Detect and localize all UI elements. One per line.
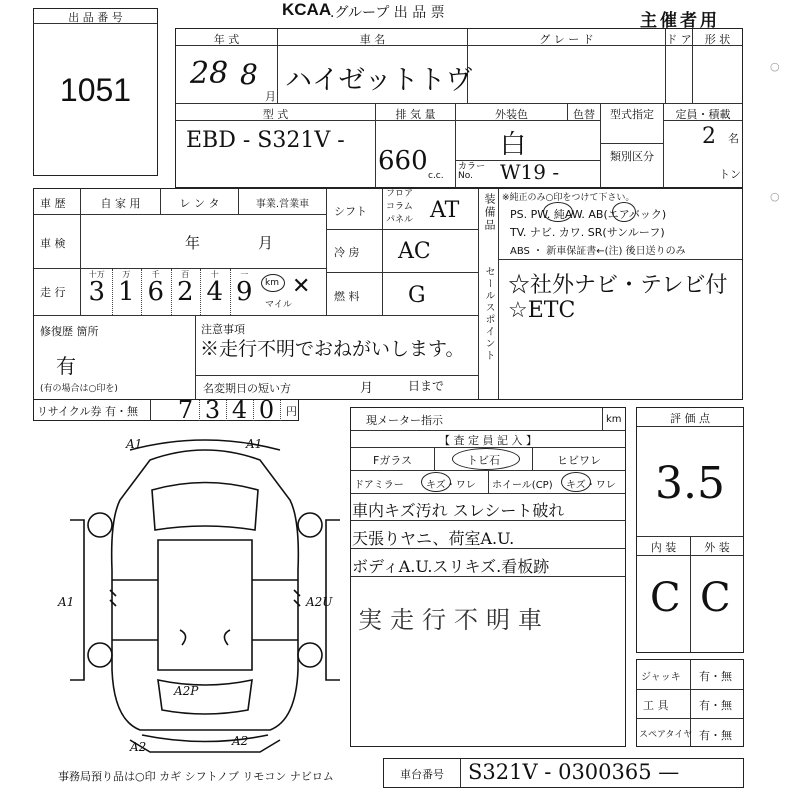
sales-points-line-2: ☆ETC bbox=[508, 298, 576, 323]
mirror-label: ドアミラー bbox=[354, 480, 404, 491]
glass-front: Fガラス bbox=[373, 454, 412, 467]
color-change-label: 色替 bbox=[573, 108, 595, 121]
organizer-label: 主催者用 bbox=[640, 11, 720, 31]
equipment-row-2: TV. ナビ. カワ. SR(サンルーフ) bbox=[510, 226, 665, 239]
equipment-label: 装備品 bbox=[483, 193, 496, 232]
displacement-value: 660 bbox=[378, 146, 428, 176]
year-value: 28 bbox=[190, 56, 229, 91]
notice-label: 注意事項 bbox=[201, 323, 245, 336]
recycle-digit: 7 bbox=[177, 396, 194, 424]
mileage-mile-label: マイル bbox=[265, 300, 292, 310]
inspection-stamp: 実走行不明車 bbox=[358, 606, 550, 634]
shift-option-column[interactable]: コラム bbox=[386, 202, 413, 212]
spare-label: スペアタイヤ bbox=[639, 730, 693, 740]
vehicle-name-value: ハイゼットトヴ bbox=[285, 65, 473, 96]
km-circle bbox=[261, 274, 285, 292]
type-designation-label: 型式指定 bbox=[610, 108, 654, 121]
shift-option-floor[interactable]: フロア bbox=[386, 189, 414, 199]
sales-points-line-1: ☆社外ナビ・テレビ付 bbox=[508, 273, 728, 298]
mirror-value: キズ・ワレ bbox=[426, 480, 476, 491]
damage-mark-a1-left: A1 bbox=[58, 595, 75, 609]
mileage-digit: 9 bbox=[235, 277, 253, 307]
wheel-value: キズ・ワレ bbox=[566, 480, 616, 491]
year-label: 年 式 bbox=[213, 33, 240, 46]
repair-label: 修復歴 箇所 bbox=[40, 325, 99, 338]
shift-option-panel[interactable]: パネル bbox=[386, 215, 414, 225]
history-option-business[interactable]: 事業.営業車 bbox=[255, 199, 310, 210]
exterior-grade: C bbox=[700, 575, 731, 621]
expiry-day: 日まで bbox=[408, 379, 445, 393]
chip-circle bbox=[452, 448, 520, 470]
load-unit: トン bbox=[719, 168, 741, 181]
document-title: .グループ 出 品 票 bbox=[330, 5, 445, 21]
interior-label: 内 装 bbox=[650, 541, 677, 554]
ac-value: AC bbox=[398, 239, 431, 264]
capacity-unit: 名 bbox=[728, 132, 739, 145]
inspection-note-3: ボディA.U.スリキズ.看板跡 bbox=[352, 557, 550, 576]
recycle-label: リサイクル券 有・無 bbox=[37, 405, 138, 418]
score-value: 3.5 bbox=[655, 458, 725, 509]
notice-value: ※走行不明でおねがいします。 bbox=[200, 338, 465, 360]
expiry-label: 名変期日の短い方 bbox=[203, 382, 291, 395]
mileage-unit-label: 一 bbox=[240, 270, 249, 279]
sales-points-label: セールスポイント bbox=[483, 266, 494, 362]
mileage-unit-label: 万 bbox=[122, 270, 131, 279]
mileage-unit-label: 十万 bbox=[88, 270, 105, 279]
mileage-digit: 4 bbox=[206, 277, 224, 307]
exterior-color-label: 外装色 bbox=[495, 108, 528, 121]
lot-number: 1051 bbox=[59, 72, 132, 108]
chassis-label: 車台番号 bbox=[400, 768, 444, 781]
margin-mark-1: ○ bbox=[770, 60, 780, 73]
damage-mark-a1-top-left: A1 bbox=[126, 437, 143, 451]
mileage-unit-label: 千 bbox=[151, 270, 160, 279]
mileage-digit: 2 bbox=[176, 277, 194, 307]
capacity-label: 定員・積載 bbox=[675, 108, 731, 121]
brand-logo: KCAA bbox=[282, 0, 332, 19]
damage-mark-a2-rear-right: A2 bbox=[232, 734, 249, 748]
inspection-month-unit: 月 bbox=[258, 234, 274, 252]
equipment-row-3: ABS ・ 新車保証書←(注) 後日送りのみ bbox=[510, 246, 686, 257]
interior-grade: C bbox=[650, 575, 681, 621]
exterior-color-value: 白 bbox=[500, 130, 527, 160]
ac-label: 冷 房 bbox=[334, 246, 360, 259]
color-no-value: W19 - bbox=[500, 160, 560, 184]
equipment-row-1: PS. PW. 純AW. AB(エアバック) bbox=[510, 208, 667, 221]
damage-mark-a1-top-right: A1 bbox=[246, 437, 263, 451]
inspection-note-1: 車内キズ汚れ スレシート破れ bbox=[352, 501, 565, 520]
wheel-circle bbox=[561, 472, 591, 492]
jack-label: ジャッキ bbox=[641, 672, 681, 683]
score-label: 評 価 点 bbox=[670, 412, 710, 425]
spare-value: 有・無 bbox=[699, 729, 732, 742]
damage-mark-a2-rear-left: A2 bbox=[130, 740, 147, 754]
shift-value: AT bbox=[430, 198, 460, 223]
mileage-mark: ✕ bbox=[292, 274, 311, 299]
repair-note: (有の場合は○印を) bbox=[40, 384, 118, 394]
name-label: 車 名 bbox=[359, 33, 386, 46]
displacement-unit: c.c. bbox=[428, 171, 444, 181]
mileage-digit: 1 bbox=[117, 277, 135, 307]
meter-label: 現メーター指示 bbox=[366, 414, 443, 427]
fuel-value: G bbox=[408, 283, 426, 308]
inspector-label: 【 査 定 員 記 入 】 bbox=[439, 434, 537, 447]
jack-value: 有・無 bbox=[699, 670, 732, 683]
inspection-label: 車 検 bbox=[40, 237, 66, 250]
lot-number-label: 出 品 番 号 bbox=[68, 11, 123, 24]
expiry-month: 月 bbox=[360, 381, 374, 396]
mileage-digit: 3 bbox=[88, 277, 106, 307]
model-label: 型 式 bbox=[262, 108, 289, 121]
damage-mark-a2p-rear: A2P bbox=[174, 684, 199, 698]
history-label: 車 歴 bbox=[40, 197, 66, 210]
inspection-year-unit: 年 bbox=[185, 234, 201, 252]
mileage-km-label: km bbox=[265, 278, 279, 288]
category-label: 類別区分 bbox=[610, 150, 654, 163]
tool-label: 工 具 bbox=[643, 699, 669, 712]
margin-mark-2: ○ bbox=[770, 190, 780, 203]
capacity-value: 2 bbox=[702, 124, 716, 149]
office-note: 事務局預り品は○印 カギ シフトノブ リモコン ナビロム bbox=[58, 770, 334, 783]
month-unit: 月 bbox=[265, 90, 276, 103]
recycle-unit: 円 bbox=[286, 405, 297, 418]
ab-circle bbox=[612, 202, 636, 222]
wheel-label: ホイール(CP) bbox=[492, 480, 553, 491]
exterior-label: 外 装 bbox=[704, 541, 730, 554]
shape-label: 形 状 bbox=[704, 33, 731, 46]
recycle-digit: 3 bbox=[204, 396, 221, 424]
recycle-digit: 4 bbox=[231, 396, 248, 424]
fuel-label: 燃 料 bbox=[334, 290, 360, 303]
mileage-label: 走 行 bbox=[40, 286, 66, 299]
chassis-value: S321V - 0300365 — bbox=[468, 760, 680, 784]
color-no-label: カラー No. bbox=[458, 162, 486, 181]
mileage-digit: 6 bbox=[147, 277, 165, 307]
mileage-unit-label: 十 bbox=[210, 270, 219, 279]
mileage-unit-label: 百 bbox=[181, 270, 190, 279]
history-option-private[interactable]: 自 家 用 bbox=[100, 197, 141, 210]
shift-label: シフト bbox=[334, 205, 367, 218]
model-value: EBD - S321V - bbox=[186, 128, 345, 153]
shift-options bbox=[386, 188, 413, 227]
grade-label: グ レ ー ド bbox=[539, 33, 594, 46]
damage-mark-a2u-right: A2U bbox=[306, 595, 333, 609]
history-option-rental[interactable]: レ ン タ bbox=[179, 197, 220, 210]
tool-value: 有・無 bbox=[699, 699, 732, 712]
pw-circle bbox=[543, 202, 573, 222]
doors-label: ド ア bbox=[666, 33, 692, 46]
repair-value: 有 bbox=[56, 354, 76, 378]
mirror-circle bbox=[421, 472, 451, 492]
meter-unit: km bbox=[606, 414, 622, 425]
equipment-note: ※純正のみ○印をつけて下さい。 bbox=[502, 193, 635, 203]
recycle-digit: 0 bbox=[258, 396, 275, 424]
glass-crack: ヒビワレ bbox=[557, 454, 601, 467]
car-diagram bbox=[70, 430, 340, 760]
glass-chip: トビ石 bbox=[467, 454, 500, 467]
inspection-note-2: 天張りヤニ、荷室A.U. bbox=[352, 529, 515, 548]
displacement-label: 排 気 量 bbox=[395, 108, 436, 121]
month-value: 8 bbox=[240, 58, 258, 91]
